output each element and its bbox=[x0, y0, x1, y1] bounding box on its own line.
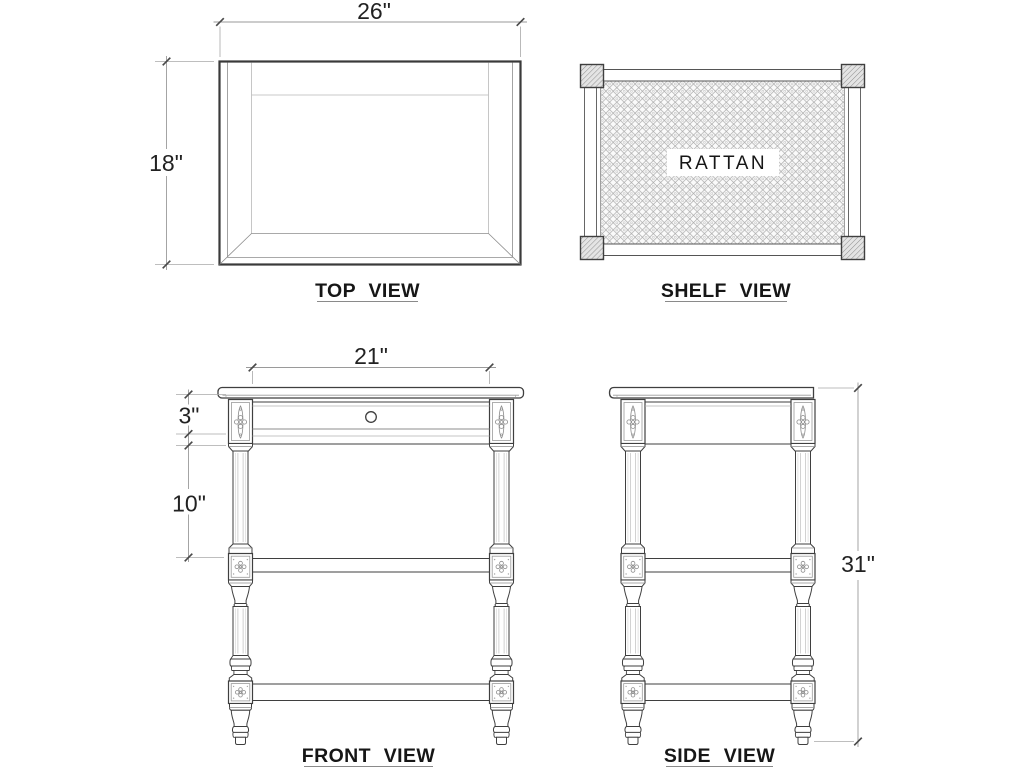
overall-height-dim-label: 31" bbox=[841, 551, 875, 577]
shelf-view-label: SHELF VIEW bbox=[660, 280, 792, 302]
front-left-leg bbox=[229, 400, 253, 745]
side-right-leg bbox=[791, 400, 815, 745]
dimension-leg-section bbox=[172, 442, 226, 562]
shelf-view bbox=[581, 65, 865, 303]
dimension-front-width bbox=[246, 343, 496, 384]
side-view-label: SIDE VIEW bbox=[663, 745, 776, 767]
rattan-material-label: RATTAN bbox=[678, 153, 768, 174]
drawer-knob bbox=[366, 412, 377, 423]
side-mid-shelf-rail bbox=[645, 559, 791, 573]
front-view-label: FRONT VIEW bbox=[301, 745, 436, 767]
side-left-leg bbox=[621, 400, 645, 745]
side-tabletop bbox=[610, 388, 814, 399]
front-bottom-stretcher bbox=[253, 684, 490, 701]
front-apron-drawer bbox=[253, 402, 490, 444]
front-right-leg bbox=[490, 400, 514, 745]
side-bottom-stretcher bbox=[645, 684, 791, 701]
dimension-top-width bbox=[214, 0, 528, 57]
front-view bbox=[172, 343, 523, 767]
top-depth-dim-label: 18" bbox=[149, 150, 183, 176]
side-apron bbox=[645, 402, 791, 444]
leg-section-dim-label: 10" bbox=[172, 490, 206, 517]
top-view-label: TOP VIEW bbox=[315, 280, 420, 302]
dimension-apron-height bbox=[176, 390, 226, 490]
tabletop-outline bbox=[220, 62, 521, 265]
front-tabletop bbox=[218, 388, 524, 399]
front-mid-shelf-rail bbox=[253, 559, 490, 573]
apron-dim-label: 3" bbox=[178, 402, 200, 429]
top-width-dim-label: 26" bbox=[357, 0, 391, 24]
dimension-top-depth bbox=[149, 56, 214, 270]
front-width-dim-label: 21" bbox=[354, 343, 388, 369]
top-view bbox=[149, 0, 527, 302]
side-view bbox=[610, 383, 875, 768]
dimension-overall-height bbox=[814, 383, 875, 748]
